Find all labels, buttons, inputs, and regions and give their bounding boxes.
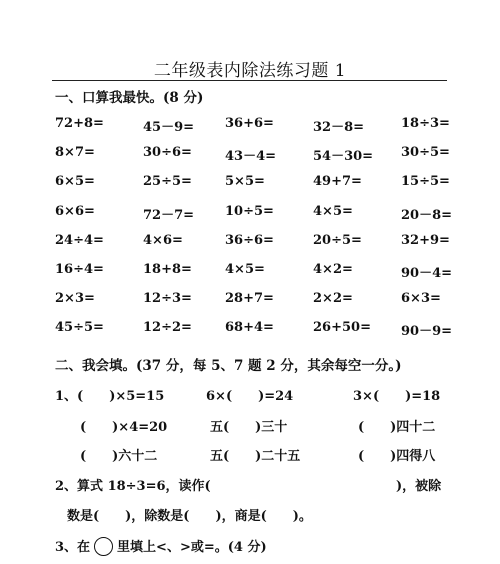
- q1-row3-c: ( )四得八: [358, 449, 436, 464]
- equation-item: 4×5=: [225, 262, 265, 277]
- q1-item-b: 6×( )=24: [206, 389, 294, 404]
- q2-line1-start: 2、算式 18÷3=6，读作(: [55, 479, 211, 494]
- equation-item: 2×2=: [313, 291, 353, 306]
- equation-item: 72－7=: [143, 208, 195, 223]
- equation-item: 32+9=: [401, 233, 450, 248]
- equation-item: 43－4=: [225, 149, 277, 164]
- equation-item: 68+4=: [225, 320, 274, 335]
- equation-item: 32－8=: [313, 120, 365, 135]
- q2-line1-end: )，被除: [396, 479, 442, 494]
- equation-item: 36+6=: [225, 116, 274, 131]
- equation-item: 6×5=: [55, 174, 95, 189]
- equation-item: 90－9=: [401, 324, 453, 339]
- equation-item: 30÷5=: [401, 145, 450, 160]
- equation-item: 8×7=: [55, 145, 95, 160]
- q1-row3-b: 五( )二十五: [210, 449, 301, 464]
- equation-item: 36÷6=: [225, 233, 274, 248]
- q1-item-c: 3×( )=18: [353, 389, 441, 404]
- equation-item: 30÷6=: [143, 145, 192, 160]
- equation-item: 6×6=: [55, 204, 95, 219]
- page-title: 二年级表内除法练习题 1: [153, 61, 347, 81]
- q1-row2-b: 五( )三十: [210, 420, 288, 435]
- q1-row2-c: ( )四十二: [358, 420, 436, 435]
- equation-item: 45÷5=: [55, 320, 104, 335]
- equation-item: 28+7=: [225, 291, 274, 306]
- q1-item-a: 1、( )×5=15: [55, 389, 165, 404]
- equation-item: 18÷3=: [401, 116, 450, 131]
- equation-item: 2×3=: [55, 291, 95, 306]
- equation-item: 4×5=: [313, 204, 353, 219]
- equation-item: 25÷5=: [143, 174, 192, 189]
- equation-item: 4×2=: [313, 262, 353, 277]
- equation-item: 90－4=: [401, 266, 453, 281]
- equation-item: 10÷5=: [225, 204, 274, 219]
- q3-prefix: 3、在: [55, 540, 91, 555]
- equation-item: 20÷5=: [313, 233, 362, 248]
- section1-heading: 一、口算我最快。(8 分): [55, 90, 204, 106]
- equation-item: 72+8=: [55, 116, 104, 131]
- equation-item: 49+7=: [313, 174, 362, 189]
- equation-item: 54－30=: [313, 149, 374, 164]
- equation-item: 5×5=: [225, 174, 265, 189]
- q3-suffix: 里填上<、>或=。(4 分): [117, 540, 267, 555]
- equation-item: 45－9=: [143, 120, 195, 135]
- equation-item: 20－8=: [401, 208, 453, 223]
- equation-item: 12÷3=: [143, 291, 192, 306]
- q1-row2-a: ( )×4=20: [80, 420, 168, 435]
- section2-heading: 二、我会填。(37 分，每 5、7 题 2 分，其余每空一分。): [55, 358, 402, 374]
- equation-item: 12÷2=: [143, 320, 192, 335]
- equation-item: 24÷4=: [55, 233, 104, 248]
- equation-item: 4×6=: [143, 233, 183, 248]
- q2-line2: 数是( )，除数是( )，商是( )。: [67, 509, 312, 524]
- equation-item: 18+8=: [143, 262, 192, 277]
- cut-off-next-row: [60, 558, 440, 564]
- equation-item: 16÷4=: [55, 262, 104, 277]
- equation-item: 6×3=: [401, 291, 441, 306]
- title-underline: [52, 80, 447, 81]
- q3-line: [55, 536, 267, 556]
- circle-icon: [94, 537, 113, 556]
- equation-item: 15÷5=: [401, 174, 450, 189]
- q1-row3-a: ( )六十二: [80, 449, 158, 464]
- equation-item: 26+50=: [313, 320, 371, 335]
